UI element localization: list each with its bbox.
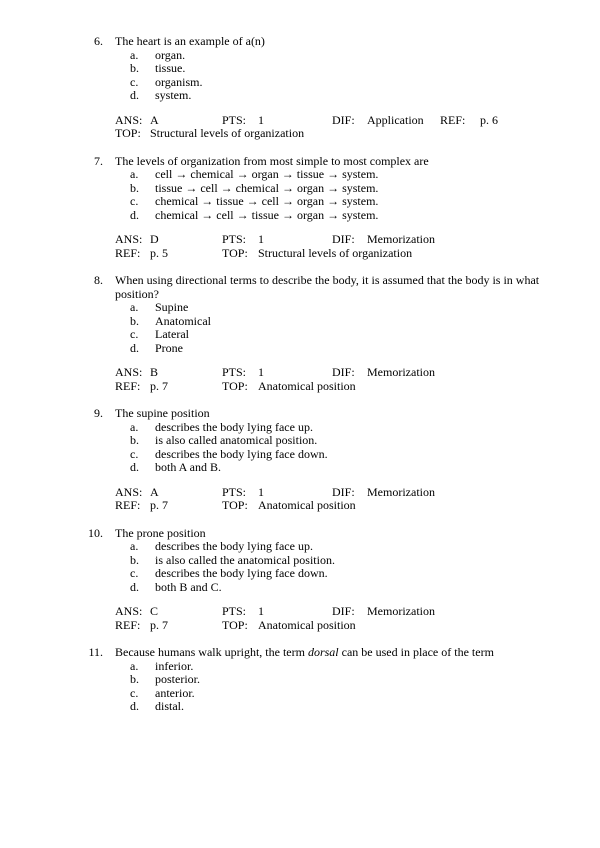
answer-label: ANS: <box>115 232 143 246</box>
answer-value: D <box>150 232 159 246</box>
question-stem <box>115 646 555 660</box>
answer-value: B <box>150 365 159 379</box>
option-text: cell → chemical → organ → tissue → system. <box>155 167 379 181</box>
option-text: is also called anatomical position. <box>155 433 318 447</box>
option-row <box>115 581 600 595</box>
question-stem <box>115 274 555 301</box>
answer-value: 1 <box>258 604 264 618</box>
answer-label: ANS: <box>115 365 143 379</box>
answer-row <box>115 247 600 261</box>
option-text: describes the body lying face down. <box>155 566 328 580</box>
option-letter: a. <box>130 658 139 673</box>
option-row <box>115 700 600 714</box>
option-text: tissue → cell → chemical → organ → system. <box>155 180 379 195</box>
question <box>0 646 600 714</box>
answer-value: Memorization <box>367 484 435 499</box>
answer-block <box>115 233 600 260</box>
question-stem <box>115 407 555 421</box>
option-letter: a. <box>130 167 139 181</box>
answer-label: DIF: <box>332 365 355 379</box>
answer-value: Memorization <box>367 365 435 379</box>
answer-row <box>115 619 600 633</box>
option-letter: d. <box>130 579 139 594</box>
answer-label: REF: <box>115 617 141 632</box>
questions-container <box>0 35 600 714</box>
answer-label: DIF: <box>332 232 355 246</box>
answer-row <box>115 380 600 394</box>
option-text: describes the body lying face up. <box>155 539 313 553</box>
question-number: 11. <box>88 645 103 659</box>
stem-text: can be used in place of the term <box>338 645 494 659</box>
options-list <box>115 660 600 714</box>
option-letter: b. <box>130 552 139 567</box>
option-row <box>115 448 600 462</box>
option-text: is also called the anatomical position. <box>155 552 335 567</box>
answer-label: DIF: <box>332 604 355 618</box>
option-text: Prone <box>155 340 183 355</box>
answer-value: Application <box>367 112 424 127</box>
option-letter: c. <box>130 327 139 341</box>
option-row <box>115 195 600 209</box>
answer-value: p. 7 <box>150 617 168 632</box>
option-text: organ. <box>155 47 186 62</box>
answer-value: 1 <box>258 232 264 246</box>
answer-value: p. 7 <box>150 378 168 393</box>
option-row <box>115 301 600 315</box>
option-row <box>115 567 600 581</box>
question <box>0 527 600 633</box>
answer-label: PTS: <box>222 604 247 618</box>
option-row <box>115 328 600 342</box>
option-text: chemical → cell → tissue → organ → system. <box>155 207 379 222</box>
question-number: 10. <box>88 525 103 540</box>
option-text: Supine <box>155 300 189 314</box>
answer-label: PTS: <box>222 365 247 379</box>
answer-row <box>115 366 600 380</box>
option-text: Lateral <box>155 327 189 341</box>
option-row <box>115 62 600 76</box>
question <box>0 407 600 513</box>
answer-label: TOP: <box>222 498 248 512</box>
option-row <box>115 76 600 90</box>
option-letter: d. <box>130 699 139 713</box>
answer-label: DIF: <box>332 484 355 499</box>
answer-label: TOP: <box>222 617 248 632</box>
stem-text: When using directional terms to describe the body, it is assumed that the body is in what <box>115 273 540 287</box>
option-text: both B and C. <box>155 579 222 594</box>
option-letter: b. <box>130 313 139 328</box>
option-text: inferior. <box>155 658 194 673</box>
option-letter: a. <box>130 300 139 314</box>
option-row <box>115 421 600 435</box>
answer-label: ANS: <box>115 484 143 499</box>
option-row <box>115 168 600 182</box>
option-letter: c. <box>130 685 139 700</box>
option-row <box>115 687 600 701</box>
option-row <box>115 49 600 63</box>
option-letter: a. <box>130 419 139 434</box>
option-row <box>115 673 600 687</box>
stem-text: Because humans walk upright, the term <box>115 645 308 659</box>
stem-text: The prone position <box>115 525 206 540</box>
option-text: Anatomical <box>155 313 211 328</box>
answer-value: A <box>150 484 159 499</box>
option-text: system. <box>155 88 192 102</box>
question-number: 6. <box>94 34 103 48</box>
question <box>0 155 600 261</box>
option-letter: b. <box>130 672 139 686</box>
answer-label: TOP: <box>222 378 248 393</box>
stem-italic-term: dorsal <box>307 645 339 659</box>
options-list <box>115 540 600 594</box>
stem-text: The levels of organization from most simple to most complex are <box>115 153 429 168</box>
option-row <box>115 315 600 329</box>
option-text: describes the body lying face up. <box>155 419 313 434</box>
answer-label: TOP: <box>222 245 248 260</box>
option-letter: b. <box>130 61 139 75</box>
option-text: posterior. <box>155 672 200 686</box>
answer-label: ANS: <box>115 604 143 618</box>
answer-value: Structural levels of organization <box>258 245 413 260</box>
answer-label: PTS: <box>222 232 247 246</box>
question-number: 9. <box>94 406 103 420</box>
option-letter: a. <box>130 47 139 62</box>
option-letter: c. <box>130 74 139 89</box>
answer-value: Structural levels of organization <box>150 126 305 140</box>
option-letter: a. <box>130 539 139 553</box>
answer-label: REF: <box>115 245 141 260</box>
options-list <box>115 168 600 222</box>
options-list <box>115 301 600 355</box>
option-row <box>115 182 600 196</box>
option-text: anterior. <box>155 685 195 700</box>
option-letter: c. <box>130 194 139 208</box>
question-number: 7. <box>94 153 103 168</box>
answer-row <box>115 127 600 141</box>
answer-label: REF: <box>440 112 466 127</box>
options-list <box>115 421 600 475</box>
option-letter: c. <box>130 566 139 580</box>
stem-text: position? <box>115 286 159 301</box>
answer-value: Memorization <box>367 604 435 618</box>
question-number: 8. <box>94 273 103 287</box>
question-stem <box>115 527 555 541</box>
option-row <box>115 461 600 475</box>
question <box>0 35 600 141</box>
answer-block <box>115 605 600 632</box>
answer-label: REF: <box>115 378 141 393</box>
option-row <box>115 554 600 568</box>
option-letter: c. <box>130 446 139 461</box>
answer-row <box>115 233 600 247</box>
answer-value: A <box>150 112 159 127</box>
answer-row <box>115 605 600 619</box>
question <box>0 274 600 393</box>
answer-block <box>115 486 600 513</box>
answer-value: 1 <box>258 365 264 379</box>
option-text: describes the body lying face down. <box>155 446 328 461</box>
option-row <box>115 342 600 356</box>
answer-row <box>115 486 600 500</box>
option-letter: b. <box>130 180 139 195</box>
answer-value: Memorization <box>367 232 435 246</box>
option-letter: d. <box>130 88 139 102</box>
option-text: chemical → tissue → cell → organ → system. <box>155 194 379 208</box>
answer-label: PTS: <box>222 112 247 127</box>
answer-label: DIF: <box>332 112 355 127</box>
question-stem <box>115 35 555 49</box>
answer-value: Anatomical position <box>258 378 356 393</box>
option-row <box>115 660 600 674</box>
answer-value: p. 7 <box>150 498 168 512</box>
answer-block <box>115 366 600 393</box>
option-text: organism. <box>155 74 203 89</box>
option-text: tissue. <box>155 61 186 75</box>
option-letter: b. <box>130 433 139 447</box>
answer-value: Anatomical position <box>258 617 356 632</box>
answer-label: PTS: <box>222 484 247 499</box>
option-letter: d. <box>130 460 139 474</box>
option-text: distal. <box>155 699 184 713</box>
option-letter: d. <box>130 340 139 355</box>
option-row <box>115 540 600 554</box>
answer-block <box>115 114 600 141</box>
answer-row <box>115 499 600 513</box>
stem-text: The supine position <box>115 406 210 420</box>
answer-label: TOP: <box>115 126 141 140</box>
options-list <box>115 49 600 103</box>
answer-value: 1 <box>258 112 264 127</box>
option-text: both A and B. <box>155 460 222 474</box>
stem-text: The heart is an example of a(n) <box>115 34 265 48</box>
option-row <box>115 434 600 448</box>
option-row <box>115 89 600 103</box>
answer-value: p. 5 <box>150 245 168 260</box>
option-letter: d. <box>130 207 139 222</box>
answer-label: ANS: <box>115 112 143 127</box>
answer-value: Anatomical position <box>258 498 356 512</box>
answer-value: C <box>150 604 159 618</box>
answer-value: p. 6 <box>480 112 498 127</box>
answer-value: 1 <box>258 484 264 499</box>
option-row <box>115 209 600 223</box>
answer-label: REF: <box>115 498 141 512</box>
answer-row <box>115 114 600 128</box>
question-stem <box>115 155 555 169</box>
